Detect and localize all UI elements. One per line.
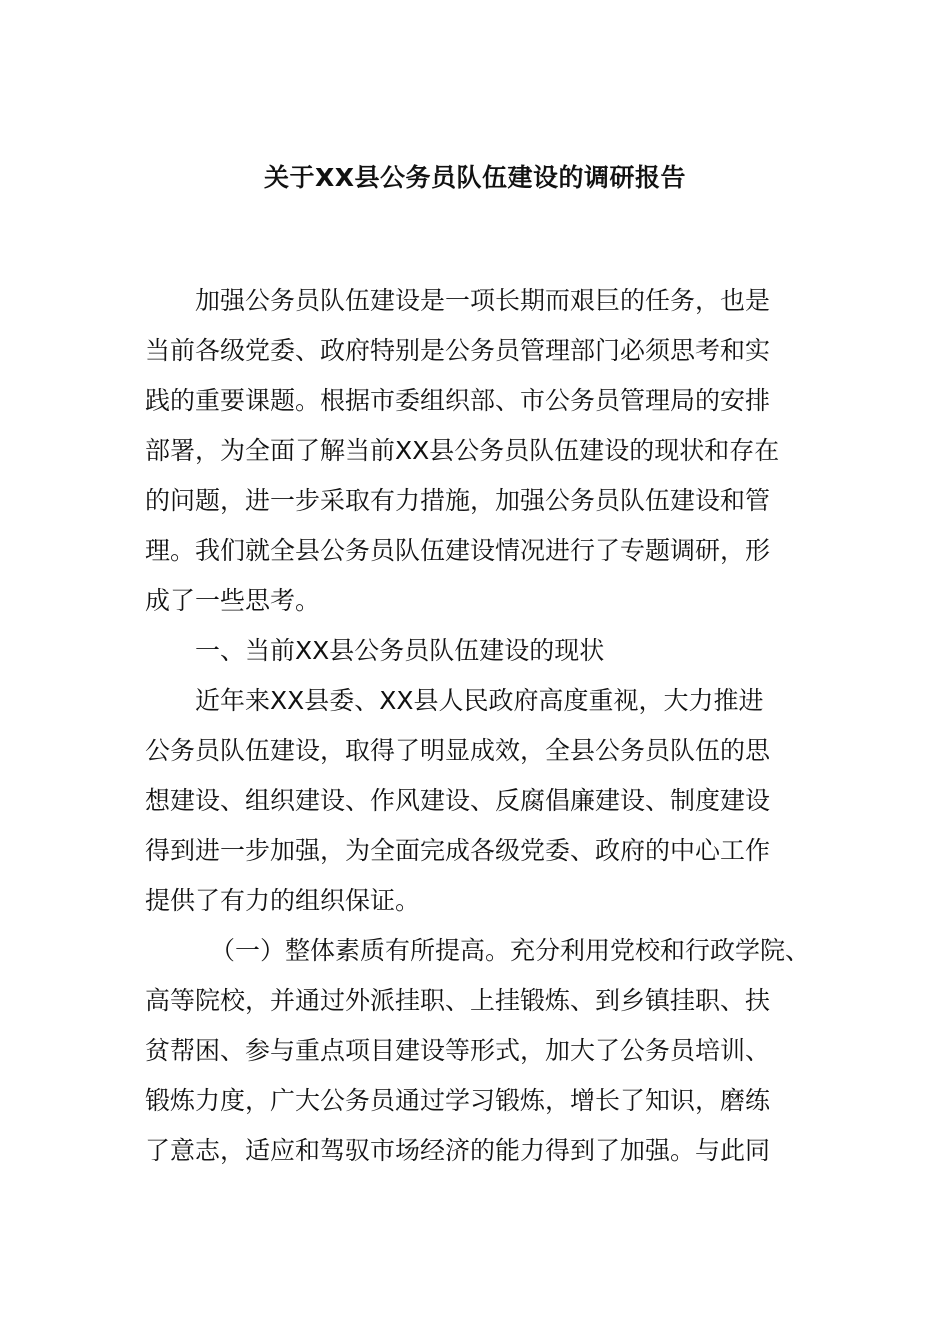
paragraph-line: 当前各级党委、政府特别是公务员管理部门必须思考和实 (145, 336, 771, 365)
paragraph-line: 了意志，适应和驾驭市场经济的能力得到了加强。与此同 (145, 1136, 771, 1165)
paragraph-line: 高等院校，并通过外派挂职、上挂锻炼、到乡镇挂职、扶 (145, 986, 771, 1015)
paragraph-line: 贫帮困、参与重点项目建设等形式，加大了公务员培训、 (145, 1036, 771, 1065)
paragraph-line: 践的重要课题。根据市委组织部、市公务员管理局的安排 (145, 386, 771, 415)
paragraph-line: 得到进一步加强，为全面完成各级党委、政府的中心工作 (145, 836, 771, 865)
paragraph-line: 近年来XX县委、XX县人民政府高度重视，大力推进 (195, 686, 764, 715)
subsection-line: （一）整体素质有所提高。充分利用党校和行政学院、 (210, 936, 811, 965)
paragraph-line: 公务员队伍建设，取得了明显成效，全县公务员队伍的思 (145, 736, 771, 765)
paragraph-line: 加强公务员队伍建设是一项长期而艰巨的任务，也是 (195, 286, 771, 315)
document-title: 关于XX县公务员队伍建设的调研报告 (263, 163, 687, 192)
paragraph-line: 提供了有力的组织保证。 (145, 886, 421, 915)
section-heading: 一、当前XX县公务员队伍建设的现状 (195, 636, 605, 665)
paragraph-line: 成了一些思考。 (145, 586, 321, 615)
paragraph-line: 想建设、组织建设、作风建设、反腐倡廉建设、制度建设 (145, 786, 771, 815)
paragraph-line: 部署，为全面了解当前XX县公务员队伍建设的现状和存在 (145, 436, 780, 465)
paragraph-line: 理。我们就全县公务员队伍建设情况进行了专题调研，形 (145, 536, 771, 565)
paragraph-line: 锻炼力度，广大公务员通过学习锻炼，增长了知识，磨练 (145, 1086, 771, 1115)
paragraph-line: 的问题，进一步采取有力措施，加强公务员队伍建设和管 (145, 486, 771, 515)
